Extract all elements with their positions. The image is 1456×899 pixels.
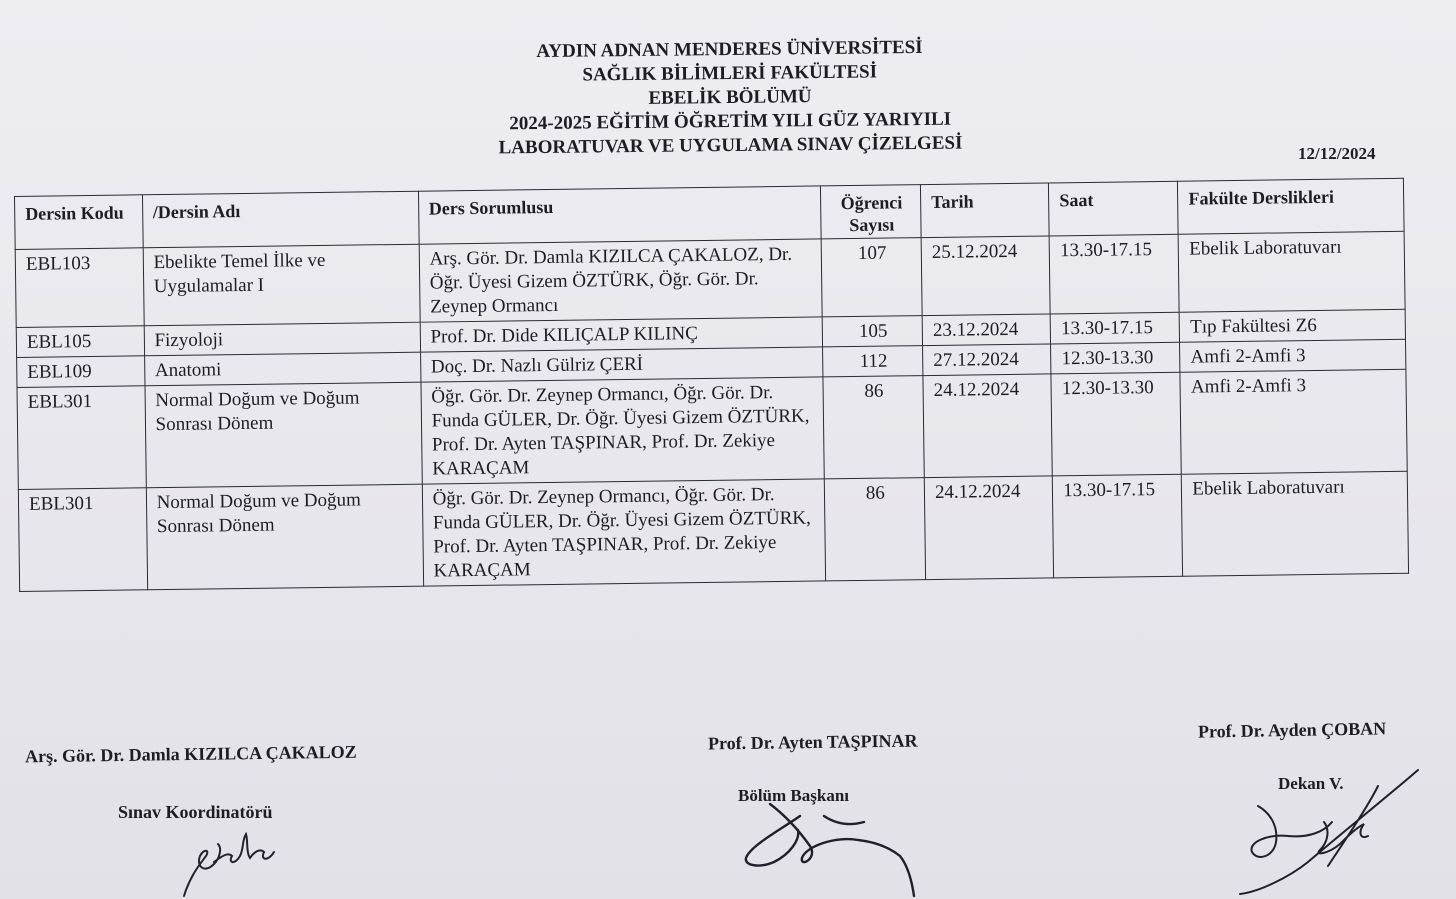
university-name: AYDIN ADNAN MENDERES ÜNİVERSİTESİ: [536, 36, 923, 63]
cell-students: 86: [823, 376, 925, 479]
dean-name: Prof. Dr. Ayden ÇOBAN: [1197, 718, 1387, 742]
dean-signature-icon: [1228, 766, 1428, 899]
cell-students: 112: [822, 346, 923, 377]
exam-schedule-table: [14, 178, 1409, 592]
document-header: [379, 34, 1080, 161]
cell-responsible: Doç. Dr. Nazlı Gülriz ÇERİ: [420, 347, 822, 382]
cell-name: Normal Doğum ve Doğum Sonrası Dönem: [145, 382, 422, 488]
cell-date: 25.12.2024: [921, 236, 1050, 316]
department-head-role: Bölüm Başkanı: [738, 786, 850, 805]
cell-students: 86: [824, 478, 926, 581]
cell-time: 12.30-13.30: [1051, 372, 1181, 476]
cell-date: 24.12.2024: [923, 374, 1053, 478]
header-room: Fakülte Derslikleri: [1178, 178, 1404, 234]
coordinator-signature-icon: [170, 826, 280, 898]
academic-term: 2024-2025 EĞİTİM ÖĞRETİM YILI GÜZ YARIYILI: [509, 108, 952, 135]
cell-students: 107: [821, 238, 922, 317]
header-course-name: /Dersin Adı: [142, 191, 419, 248]
dean-role: Dekan V.: [1278, 774, 1344, 793]
cell-code: EBL109: [17, 356, 145, 388]
header-student-count: Öğrenci Sayısı: [820, 185, 921, 239]
cell-room: Amfi 2-Amfi 3: [1180, 339, 1406, 372]
coordinator-name: Arş. Gör. Dr. Damla KIZILCA ÇAKALOZ: [24, 741, 357, 767]
cell-room: Amfi 2-Amfi 3: [1180, 369, 1407, 474]
cell-responsible: Öğr. Gör. Dr. Zeynep Ormancı, Öğr. Gör. Dr. Funda GÜLER, Dr. Öğr. Üyesi Gizem ÖZTÜRK, Prof. Dr. Ayten TAŞPINAR, Prof. Dr. Zekiye KARAÇAM: [421, 377, 824, 484]
cell-date: 27.12.2024: [923, 344, 1052, 376]
cell-code: EBL301: [18, 488, 147, 592]
cell-code: EBL103: [15, 248, 144, 328]
cell-name: Normal Doğum ve Doğum Sonrası Dönem: [146, 484, 423, 590]
document-date: 12/12/2024: [1298, 144, 1376, 163]
cell-time: 13.30-17.15: [1049, 234, 1179, 314]
cell-code: EBL301: [17, 386, 146, 490]
header-time: Saat: [1049, 181, 1179, 236]
cell-time: 13.30-17.15: [1053, 474, 1183, 578]
table-row: [17, 369, 1407, 489]
cell-responsible: Arş. Gör. Dr. Damla KIZILCA ÇAKALOZ, Dr. Öğr. Üyesi Gizem ÖZTÜRK, Öğr. Gör. Dr. Zeynep Ormancı: [419, 239, 822, 322]
cell-room: Ebelik Laboratuvarı: [1182, 471, 1409, 576]
cell-name: Ebelikte Temel İlke ve Uygulamalar I: [143, 244, 420, 326]
cell-room: Ebelik Laboratuvarı: [1178, 231, 1405, 312]
cell-date: 24.12.2024: [924, 476, 1054, 580]
cell-time: 13.30-17.15: [1050, 312, 1179, 344]
cell-responsible: Prof. Dr. Dide KILIÇALP KILINÇ: [420, 317, 822, 352]
coordinator-role: Sınav Koordinatörü: [118, 802, 273, 822]
department-head-signature-icon: [740, 796, 930, 899]
cell-date: 23.12.2024: [922, 314, 1051, 346]
department-name: EBELİK BÖLÜMÜ: [648, 86, 812, 109]
cell-responsible: Öğr. Gör. Dr. Zeynep Ormancı, Öğr. Gör. Dr. Funda GÜLER, Dr. Öğr. Üyesi Gizem ÖZTÜRK, Prof. Dr. Ayten TAŞPINAR, Prof. Dr. Zekiye KARAÇAM: [422, 479, 825, 586]
cell-room: Tıp Fakültesi Z6: [1179, 309, 1405, 342]
department-head-name: Prof. Dr. Ayten TAŞPINAR: [707, 730, 918, 754]
header-course-code: Dersin Kodu: [15, 195, 143, 250]
cell-time: 12.30-13.30: [1051, 342, 1180, 374]
faculty-name: SAĞLIK BİLİMLERİ FAKÜLTESİ: [582, 61, 878, 86]
cell-name: Anatomi: [144, 352, 420, 386]
table-row: [18, 471, 1408, 591]
cell-students: 105: [822, 316, 923, 347]
document-title: LABORATUVAR VE UYGULAMA SINAV ÇİZELGESİ: [498, 132, 963, 159]
cell-code: EBL105: [16, 326, 144, 358]
header-responsible: Ders Sorumlusu: [418, 186, 821, 244]
header-date: Tarih: [920, 183, 1049, 238]
cell-name: Fizyoloji: [144, 322, 420, 356]
